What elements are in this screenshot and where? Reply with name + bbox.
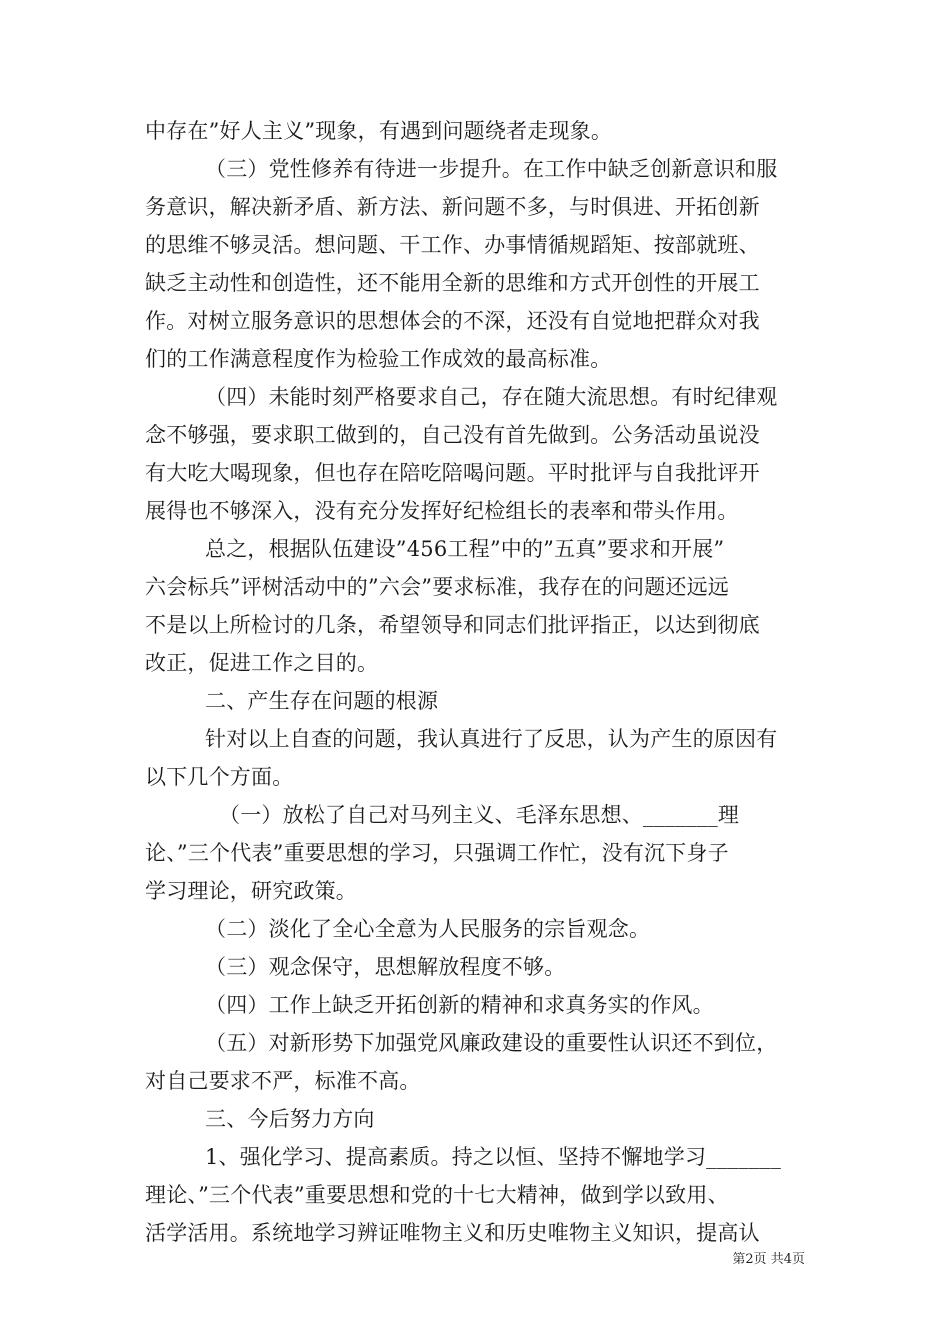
text-line: 务意识，解决新矛盾、新方法、新问题不多，与时俱进、开拓创新	[145, 195, 760, 219]
text-line: 1、强化学习、提高素质。持之以恒、坚持不懈地学习_______	[205, 1145, 782, 1169]
text-line: 不是以上所检讨的几条，希望领导和同志们批评指正，以达到彻底	[145, 613, 760, 637]
page-number: 第2页 共4页	[732, 1252, 805, 1267]
section-heading: 三、今后努力方向	[205, 1107, 375, 1131]
text-line: 们的工作满意程度作为检验工作成效的最高标准。	[145, 347, 612, 371]
text-line: 六会标兵”评树活动中的”六会”要求标准，我存在的问题还远远	[145, 575, 730, 599]
document-body	[145, 112, 810, 1252]
text-line: 改正，促进工作之目的。	[145, 651, 379, 675]
text-line: 以下几个方面。	[145, 765, 294, 789]
text-line: （三）观念保守，思想解放程度不够。	[205, 955, 566, 979]
text-line: 有大吃大喝现象，但也存在陪吃陪喝问题。平时批评与自我批评开	[145, 461, 760, 485]
text-line: 的思维不够灵活。想问题、干工作、办事情循规蹈矩、按部就班、	[145, 233, 760, 257]
section-heading: 二、产生存在问题的根源	[205, 689, 439, 713]
text-line: 展得也不够深入，没有充分发挥好纪检组长的表率和带头作用。	[145, 499, 739, 523]
text-line: 念不够强，要求职工做到的，自己没有首先做到。公务活动虽说没	[145, 423, 760, 447]
text-line: 理论、”三个代表”重要思想和党的十七大精神，做到学以致用、	[145, 1183, 729, 1207]
text-line: 中存在”好人主义”现象，有遇到问题绕者走现象。	[145, 119, 613, 143]
text-line: （三）党性修养有待进一步提升。在工作中缺乏创新意识和服	[205, 157, 778, 181]
text-line: （四）未能时刻严格要求自己，存在随大流思想。有时纪律观	[205, 385, 778, 409]
text-line: 活学活用。系统地学习辨证唯物主义和历史唯物主义知识，提高认	[145, 1221, 760, 1245]
text-line: 学习理论，研究政策。	[145, 879, 357, 903]
text-line: （一）放松了自己对马列主义、毛泽东思想、_______理	[219, 803, 740, 827]
text-line: 缺乏主动性和创造性，还不能用全新的思维和方式开创性的开展工	[145, 271, 760, 295]
text-line: （五）对新形势下加强党风廉政建设的重要性认识还不到位，	[205, 1031, 778, 1055]
text-line: （二）淡化了全心全意为人民服务的宗旨观念。	[205, 917, 651, 941]
text-line: 论、”三个代表”重要思想的学习，只强调工作忙，没有沉下身子	[145, 841, 729, 865]
text-line: （四）工作上缺乏开拓创新的精神和求真务实的作风。	[205, 993, 714, 1017]
text-line: 作。对树立服务意识的思想体会的不深，还没有自觉地把群众对我	[145, 309, 760, 333]
text-line: 针对以上自查的问题，我认真进行了反思，认为产生的原因有	[205, 727, 778, 751]
text-line: 总之，根据队伍建设”456工程”中的”五真”要求和开展”	[205, 537, 725, 561]
text-line: 对自己要求不严，标准不高。	[145, 1069, 421, 1093]
